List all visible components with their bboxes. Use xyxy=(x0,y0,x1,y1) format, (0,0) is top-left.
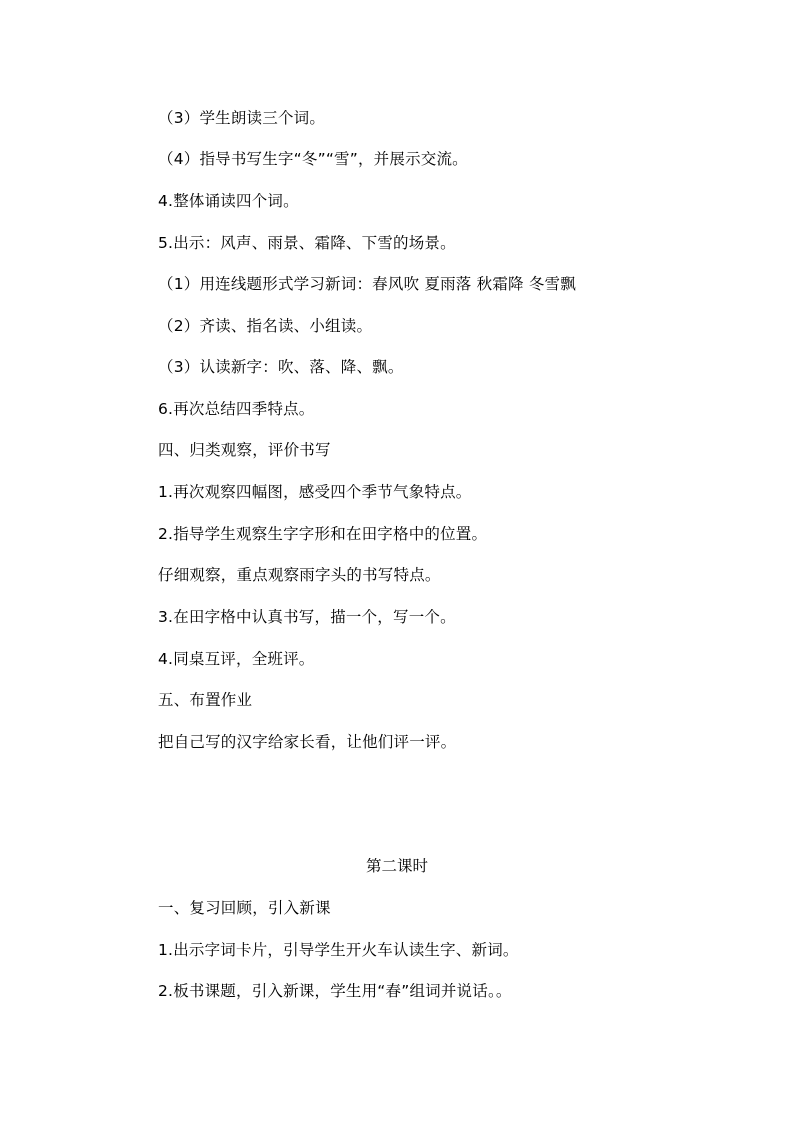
text-line: 仔细观察，重点观察雨字头的书写特点。 xyxy=(158,566,441,584)
text-line: 2.板书课题，引入新课，学生用“春”组词并说话。。 xyxy=(158,982,512,1000)
text-line: 把自己写的汉字给家长看，让他们评一评。 xyxy=(158,733,457,751)
text-line: 1.出示字词卡片，引导学生开火车认读生字、新词。 xyxy=(158,941,519,959)
text-line: 5.出示：风声、雨景、霜降、下雪的场景。 xyxy=(158,234,456,252)
text-line: （1）用连线题形式学习新词：春风吹 夏雨落 秋霜降 冬雪飘 xyxy=(158,275,576,293)
lesson-title: 第二课时 xyxy=(365,857,428,875)
section-heading: 一、复习回顾，引入新课 xyxy=(158,899,331,917)
text-line: 1.再次观察四幅图，感受四个季节气象特点。 xyxy=(158,483,472,501)
text-line: 2.指导学生观察生字字形和在田字格中的位置。 xyxy=(158,525,488,543)
text-line: 6.再次总结四季特点。 xyxy=(158,400,315,418)
text-line: （3）学生朗读三个词。 xyxy=(158,109,326,127)
text-line: 3.在田字格中认真书写，描一个，写一个。 xyxy=(158,608,456,626)
text-line: （3）认读新字：吹、落、降、飘。 xyxy=(158,358,404,376)
text-line: （2）齐读、指名读、小组读。 xyxy=(158,317,373,335)
section-heading: 四、归类观察，评价书写 xyxy=(158,441,331,459)
text-line: （4）指导书写生字“冬”“雪”，并展示交流。 xyxy=(158,150,468,168)
section-heading: 五、布置作业 xyxy=(158,691,253,709)
text-line: 4.同桌互评，全班评。 xyxy=(158,650,315,668)
text-line: 4.整体诵读四个词。 xyxy=(158,192,299,210)
